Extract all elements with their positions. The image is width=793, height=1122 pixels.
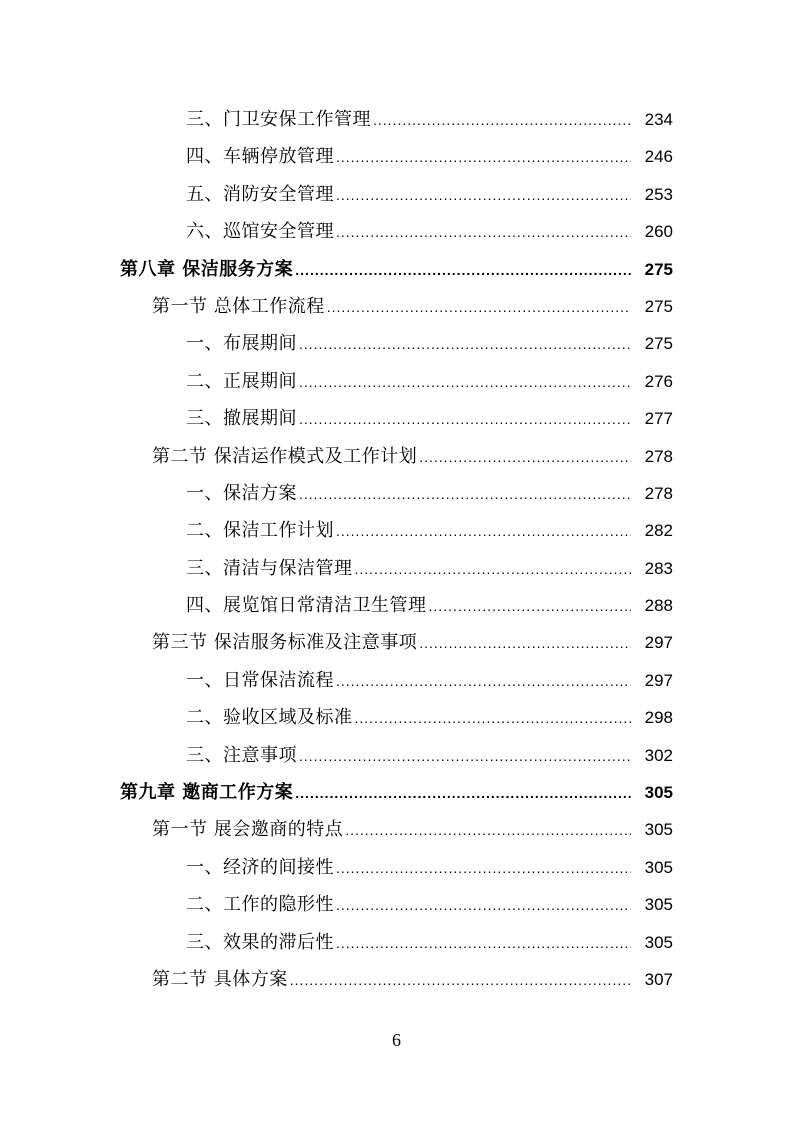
toc-entry-label: 第一节 展会邀商的特点 xyxy=(152,819,344,841)
page-number: 6 xyxy=(392,1030,401,1050)
toc-dot-leader xyxy=(336,663,631,700)
toc-dot-leader xyxy=(299,738,631,775)
toc-subsection-entry[interactable] xyxy=(0,213,673,250)
toc-subsection-entry[interactable] xyxy=(0,138,673,175)
toc-entry-label: 二、验收区域及标准 xyxy=(186,707,353,729)
toc-entry-label: 三、效果的滞后性 xyxy=(186,931,334,953)
toc-entry-label: 三、撤展期间 xyxy=(186,408,297,430)
toc-entry-page-number: 283 xyxy=(644,558,673,578)
toc-dot-leader xyxy=(419,439,631,476)
toc-entry-label: 三、注意事项 xyxy=(186,744,297,766)
toc-entry-page-number: 275 xyxy=(644,296,673,316)
toc-entry-label: 第八章 保洁服务方案 xyxy=(120,258,294,280)
toc-entry-label: 一、经济的间接性 xyxy=(186,856,334,878)
toc-entry-label: 六、巡馆安全管理 xyxy=(186,221,334,243)
toc-entry-page-number: 305 xyxy=(644,783,673,803)
toc-entry-page-number: 305 xyxy=(644,895,673,915)
toc-subsection-entry[interactable] xyxy=(0,550,673,587)
toc-subsection-entry[interactable] xyxy=(0,662,673,699)
toc-dot-leader xyxy=(419,625,631,662)
toc-entry-page-number: 282 xyxy=(644,521,673,541)
toc-entry-page-number: 275 xyxy=(644,259,673,279)
toc-entry-page-number: 297 xyxy=(644,670,673,690)
toc-entry-page-number: 305 xyxy=(644,932,673,952)
toc-dot-leader xyxy=(299,401,631,438)
toc-entry-label: 二、正展期间 xyxy=(186,370,297,392)
toc-subsection-entry[interactable] xyxy=(0,699,673,736)
toc-subsection-entry[interactable] xyxy=(0,325,673,362)
toc-subsection-entry[interactable] xyxy=(0,924,673,961)
toc-dot-leader xyxy=(355,700,632,737)
toc-entry-label: 五、消防安全管理 xyxy=(186,183,334,205)
toc-dot-leader xyxy=(336,850,631,887)
toc-entry-page-number: 275 xyxy=(644,334,673,354)
toc-dot-leader xyxy=(336,139,631,176)
toc-entry-label: 第二节 具体方案 xyxy=(152,968,288,990)
toc-entry-page-number: 278 xyxy=(644,483,673,503)
toc-entry-page-number: 305 xyxy=(644,857,673,877)
toc-subsection-entry[interactable] xyxy=(0,587,673,624)
toc-entry-page-number: 297 xyxy=(644,633,673,653)
toc-dot-leader xyxy=(336,177,631,214)
toc-dot-leader xyxy=(336,513,631,550)
toc-entry-page-number: 234 xyxy=(644,110,673,129)
toc-dot-leader xyxy=(336,887,631,924)
toc-dot-leader xyxy=(299,364,631,401)
toc-entry-label: 第二节 保洁运作模式及工作计划 xyxy=(152,445,418,467)
toc-subsection-entry[interactable] xyxy=(0,400,673,437)
toc-dot-leader xyxy=(336,925,631,962)
toc-dot-leader xyxy=(355,551,632,588)
toc-dot-leader xyxy=(373,102,631,139)
toc-section-entry[interactable] xyxy=(0,624,673,661)
toc-dot-leader xyxy=(299,326,631,363)
toc-subsection-entry[interactable] xyxy=(0,176,673,213)
toc-entry-label: 二、保洁工作计划 xyxy=(186,520,334,542)
toc-entry-page-number: 246 xyxy=(644,147,673,167)
toc-section-entry[interactable] xyxy=(0,438,673,475)
toc-entry-page-number: 276 xyxy=(644,371,673,391)
toc-subsection-entry[interactable] xyxy=(0,363,673,400)
toc-entry-page-number: 277 xyxy=(644,409,673,429)
toc-subsection-entry[interactable] xyxy=(0,475,673,512)
toc-dot-leader xyxy=(336,214,631,251)
toc-entry-label: 第一节 总体工作流程 xyxy=(152,295,325,317)
toc-section-entry[interactable] xyxy=(0,961,673,998)
toc-entry-label: 一、保洁方案 xyxy=(186,482,297,504)
toc-subsection-entry[interactable] xyxy=(0,849,673,886)
toc-entry-label: 第九章 邀商工作方案 xyxy=(120,782,294,804)
toc-subsection-entry[interactable] xyxy=(0,886,673,923)
table-of-contents xyxy=(0,101,793,998)
toc-entry-page-number: 253 xyxy=(644,184,673,204)
toc-subsection-entry[interactable] xyxy=(0,101,673,138)
toc-section-entry[interactable] xyxy=(0,288,673,325)
toc-entry-label: 四、车辆停放管理 xyxy=(186,146,334,168)
toc-entry-label: 第三节 保洁服务标准及注意事项 xyxy=(152,632,418,654)
toc-entry-page-number: 288 xyxy=(644,596,673,616)
toc-entry-page-number: 307 xyxy=(644,969,673,989)
toc-dot-leader xyxy=(290,962,631,999)
toc-dot-leader xyxy=(345,812,631,849)
toc-dot-leader xyxy=(327,289,631,326)
toc-chapter-entry[interactable] xyxy=(0,251,673,288)
toc-subsection-entry[interactable] xyxy=(0,512,673,549)
toc-entry-label: 一、布展期间 xyxy=(186,333,297,355)
toc-entry-label: 四、展览馆日常清洁卫生管理 xyxy=(186,595,427,617)
toc-entry-label: 三、清洁与保洁管理 xyxy=(186,557,353,579)
toc-entry-label: 一、日常保洁流程 xyxy=(186,669,334,691)
toc-section-entry[interactable] xyxy=(0,811,673,848)
toc-dot-leader xyxy=(295,252,631,289)
toc-subsection-entry[interactable] xyxy=(0,737,673,774)
toc-entry-page-number: 305 xyxy=(644,820,673,840)
toc-dot-leader xyxy=(429,588,632,625)
toc-dot-leader xyxy=(295,775,631,812)
toc-entry-page-number: 260 xyxy=(644,222,673,242)
toc-entry-label: 三、门卫安保工作管理 xyxy=(186,109,371,130)
toc-entry-page-number: 302 xyxy=(644,745,673,765)
toc-entry-page-number: 298 xyxy=(644,708,673,728)
toc-entry-label: 二、工作的隐形性 xyxy=(186,894,334,916)
toc-dot-leader xyxy=(299,476,631,513)
toc-chapter-entry[interactable] xyxy=(0,774,673,811)
toc-entry-page-number: 278 xyxy=(644,446,673,466)
